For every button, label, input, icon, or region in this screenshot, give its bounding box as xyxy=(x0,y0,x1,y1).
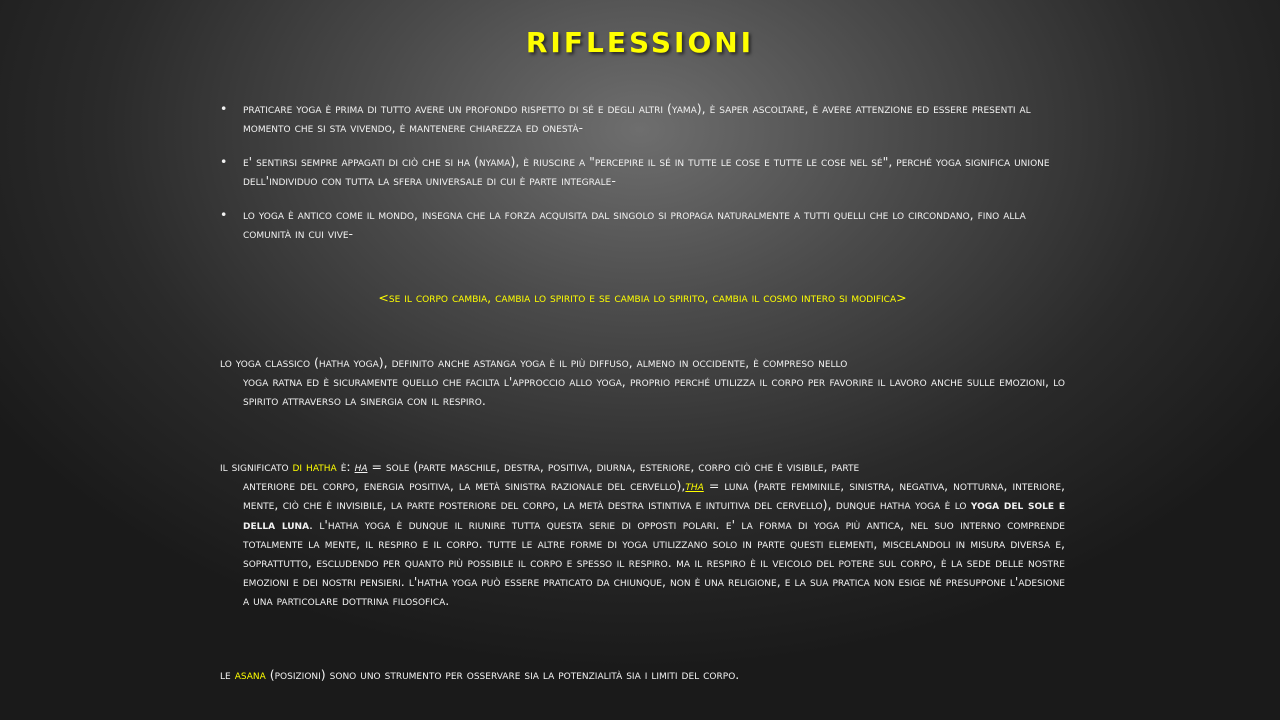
paragraph-line xyxy=(220,457,1065,476)
term-tha: tha xyxy=(685,478,704,494)
text-run: è: xyxy=(336,459,355,474)
slide-title: RIFLESSIONI xyxy=(525,26,755,59)
highlight-asana: asana xyxy=(234,667,266,682)
bullet-icon: • xyxy=(220,101,228,116)
quote-text: <se il corpo cambia, cambia lo spirito e se cambia lo spirito, cambia il cosmo intero si modifica> xyxy=(378,290,907,305)
bullet-icon: • xyxy=(220,207,228,222)
bullet-icon: • xyxy=(220,154,228,169)
bold-phrase: yoga del sole e della luna xyxy=(243,497,1065,532)
text-run: il significato xyxy=(220,459,293,474)
text-run: . l'hatha yoga è dunque il riunire tutta questa serie di opposti polari. e' la forma di yoga più antica, nel suo interno comprende totalmente la mente, il respiro e il corpo. tutte le altre forme di yoga utilizzano solo in parte questi elementi, miscelandoli in misura diversa e, soprattutto, escludendo per quanto più possibile il corpo e spesso il respiro. ma il respiro è il veicolo del potere sul corpo, è la sede delle nostre emozioni e dei nostri pensieri. l'hatha yoga può essere praticato da chiunque, non è una religione, e la sua pratica non esige né presuppone l'adesione a una particolare dottrina filosofica. xyxy=(243,516,1065,609)
bullet-item xyxy=(220,152,1065,190)
paragraph-text xyxy=(220,476,1065,610)
asana-paragraph xyxy=(220,665,1065,684)
text-run: = luna (parte femminile, sinistra, negativa, notturna, interiore, mente, ciò che è invisibile, la parte posteriore del corpo, la metà destra istintiva e intuitiva del cervello), dunque hatha yoga è lo xyxy=(243,478,1066,513)
highlight-hatha: di hatha xyxy=(292,459,337,474)
hatha-meaning-paragraph xyxy=(220,457,1065,611)
term-ha: ha xyxy=(354,459,368,474)
bullet-text: e' sentirsi sempre appagati di ciò che si ha (nyama), è riuscire a "percepire il sé in tutte le cose e tutte le cose nel sé", perché yoga significa unione dell'individuo con tutta la sfera universale di cui è parte integrale- xyxy=(243,154,1050,188)
bullet-text: praticare yoga è prima di tutto avere un profondo rispetto di sé e degli altri (yama), è saper ascoltare, è avere attenzione ed essere presenti al momento che si sta vivendo, è mantenere chiarezza ed onestà- xyxy=(243,101,1031,135)
bullet-text: lo yoga è antico come il mondo, insegna che la forza acquisita dal singolo si propaga naturalmente a tutti quelli che lo circondano, fino alla comunità in cui vive- xyxy=(243,207,1026,241)
paragraph-line: lo yoga classico (hatha yoga), definito anche astanga yoga è il più diffuso, almeno in occidente, è compreso nello xyxy=(220,355,848,370)
bullet-item xyxy=(220,99,1065,137)
text-run: le xyxy=(220,667,235,682)
text-run: anteriore del corpo, energia positiva, la metà sinistra razionale del cervello), xyxy=(243,478,686,494)
hatha-intro-paragraph xyxy=(220,353,1065,411)
text-run: = sole (parte maschile, destra, positiva, diurna, esteriore, corpo ciò che è visibile, parte xyxy=(367,459,860,474)
bullet-item xyxy=(220,205,1065,243)
text-run: (posizioni) sono uno strumento per osservare sia la potenzialità sia i limiti del corpo. xyxy=(265,667,740,682)
bullet-list xyxy=(220,99,1065,258)
paragraph-text: yoga ratna ed è sicuramente quello che facilta l'approccio allo yoga, proprio perché utilizza il corpo per favorire il lavoro anche sulle emozioni, lo spirito attraverso la sinergia con il respiro. xyxy=(243,374,1065,409)
